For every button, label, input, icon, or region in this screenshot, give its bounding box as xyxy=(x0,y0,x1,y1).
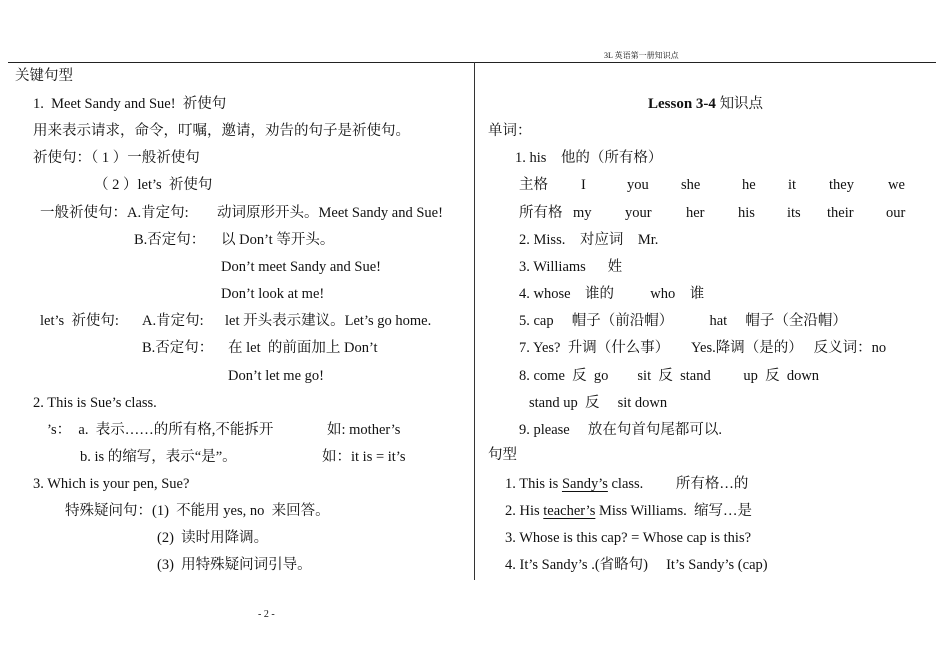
pronoun-cell: he xyxy=(742,177,756,193)
lesson-title-text: Lesson 3-4 xyxy=(648,96,716,112)
text-line: 2. This is Sue’s class. xyxy=(33,395,157,411)
sentence-part: class. 所有格…的 xyxy=(607,476,749,492)
pronoun-cell: she xyxy=(681,177,701,193)
header-rule xyxy=(8,62,936,63)
pronoun-cell: her xyxy=(686,205,705,221)
text-line: 7. Yes? 升调（什么事） Yes.降调（是的） 反义词：no xyxy=(519,340,887,356)
underlined-word: Sandy’s xyxy=(561,476,608,492)
pronoun-cell: 所有格 xyxy=(519,205,563,221)
text-line: 3. Whose is this cap? = Whose cap is this? xyxy=(505,530,752,546)
text-line: 特殊疑问句：(1) 不能用 yes, no 来回答。 xyxy=(65,503,330,519)
text-line: B.否定句： xyxy=(142,340,214,356)
sentence-part: 2. His xyxy=(505,503,544,519)
text-line: Don’t meet Sandy and Sue! xyxy=(221,259,382,275)
pronoun-cell: our xyxy=(886,205,906,221)
text-line: ’s： a. 表示……的所有格,不能拆开 xyxy=(47,422,274,438)
sentence-label: 句型 xyxy=(488,447,517,463)
text-line: b. is 的缩写，表示“是”。 xyxy=(80,449,237,465)
pronoun-cell: your xyxy=(625,205,652,221)
text-line: 5. cap 帽子（前沿帽） hat 帽子（全沿帽） xyxy=(519,313,847,329)
lesson-title xyxy=(648,95,763,113)
text-line: 3. Which is your pen, Sue? xyxy=(33,476,190,492)
underlined-word: teacher’s xyxy=(543,503,596,519)
text-line: 在 let 的前面加上 Don’t xyxy=(228,340,378,356)
text-line: let 开头表示建议。Let’s go home. xyxy=(225,313,432,329)
text-line: (3) 用特殊疑问词引导。 xyxy=(157,557,312,573)
text-line: Don’t let me go! xyxy=(228,368,324,384)
text-line: 3. Williams 姓 xyxy=(519,259,623,275)
page-number: - 2 - xyxy=(258,609,275,620)
section-heading: 关键句型 xyxy=(15,68,73,84)
text-line: 1. Meet Sandy and Sue! 祈使句 xyxy=(33,96,227,112)
pronoun-cell: its xyxy=(787,205,801,221)
text-line xyxy=(505,475,748,493)
pronoun-cell: 主格 xyxy=(519,177,548,193)
sentence-part: 1. This is xyxy=(505,476,562,492)
text-line: 动词原形开头。Meet Sandy and Sue! xyxy=(217,205,443,221)
text-line: B.否定句： xyxy=(134,232,206,248)
text-line: 如: mother’s xyxy=(327,422,401,438)
text-line: 9. please 放在句首句尾都可以. xyxy=(519,422,722,438)
text-line: Don’t look at me! xyxy=(221,286,325,302)
pronoun-cell: my xyxy=(573,205,592,221)
pronoun-cell: I xyxy=(581,177,586,193)
running-header: 3L 英语第一册知识点 xyxy=(604,51,679,60)
pronoun-cell: their xyxy=(827,205,854,221)
pronoun-cell: it xyxy=(788,177,797,193)
text-line: A.肯定句: xyxy=(142,313,204,329)
text-line: 以 Don’t 等开头。 xyxy=(221,232,335,248)
pronoun-cell: we xyxy=(888,177,905,193)
lesson-title-suffix: 知识点 xyxy=(719,96,764,112)
text-line: (2) 读时用降调。 xyxy=(157,530,269,546)
text-line: 用来表示请求，命令，叮嘱，邀请，劝告的句子是祈使句。 xyxy=(33,123,410,139)
text-line: 8. come 反 go sit 反 stand up 反 down xyxy=(519,368,820,384)
text-line: 4. whose 谁的 who 谁 xyxy=(519,286,705,302)
text-line: 4. It’s Sandy’s .(省略句) It’s Sandy’s (cap) xyxy=(505,557,768,573)
pronoun-cell: they xyxy=(829,177,854,193)
text-line: 1. his 他的（所有格） xyxy=(515,150,663,166)
text-line: stand up 反 sit down xyxy=(529,395,668,411)
text-line: （ 2 ）let’s 祈使句 xyxy=(94,177,213,193)
pronoun-cell: you xyxy=(627,177,649,193)
text-line: 2. Miss. 对应词 Mr. xyxy=(519,232,659,248)
text-line: 一般祈使句：A.肯定句: xyxy=(40,205,189,221)
column-divider xyxy=(474,62,475,580)
text-line: 祈使句：（ 1 ）一般祈使句 xyxy=(33,150,200,166)
pronoun-cell: his xyxy=(738,205,755,221)
vocab-label: 单词： xyxy=(488,123,532,139)
sentence-part: Miss Williams. 缩写…是 xyxy=(595,503,752,519)
text-line: let’s 祈使句: xyxy=(40,313,119,329)
text-line xyxy=(505,502,752,520)
text-line: 如：it is = it’s xyxy=(322,449,406,465)
